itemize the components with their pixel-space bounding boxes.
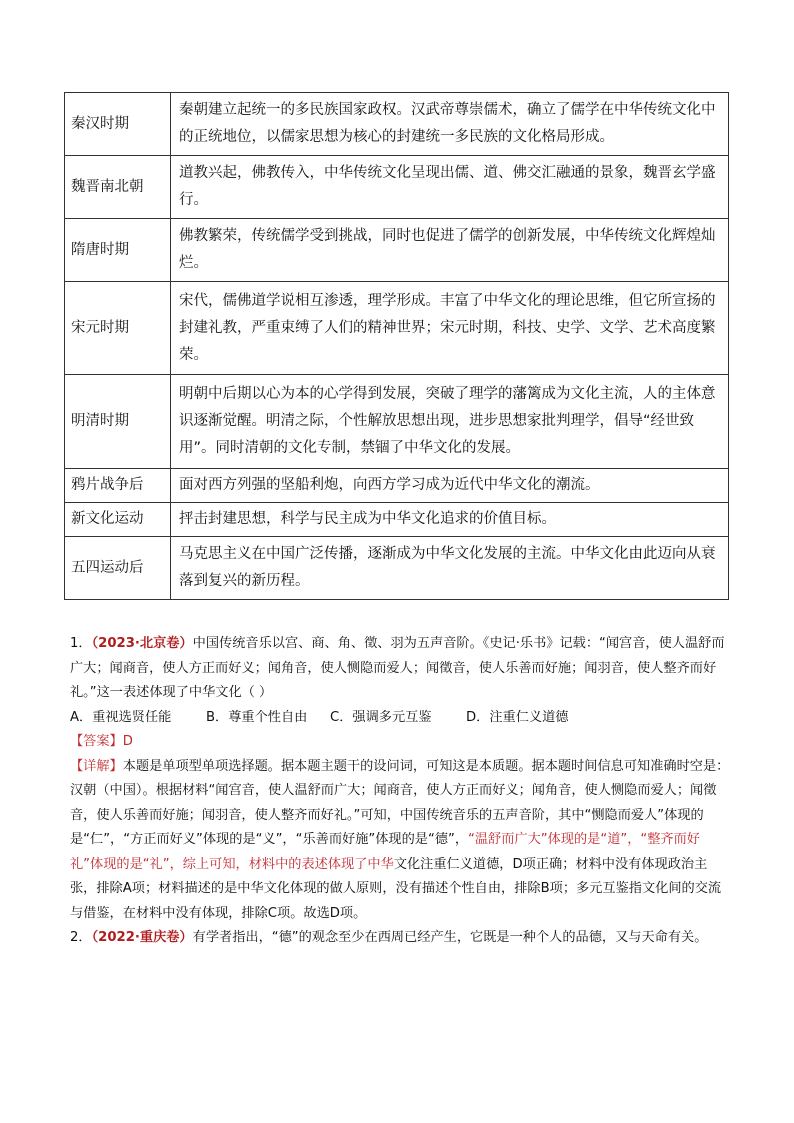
period-cell: 明清时期 <box>65 375 171 469</box>
question-text: 有学者指出，“德”的观念至少在西周已经产生，它既是一种个人的品德，又与天命有关。 <box>192 930 708 945</box>
description-cell: 明朝中后期以心为本的心学得到发展，突破了理学的藩篱成为文化主流，人的主体意识逐渐觉醒。明清之际，个性解放思想出现，进步思想家批判理学，倡导“经世致用”。同时清朝的文化专制，禁锢了中华文化的发展。 <box>171 375 729 469</box>
option-a: A．重视选贤任能 <box>70 709 172 725</box>
description-cell: 面对西方列强的坚船利炮，向西方学习成为近代中华文化的潮流。 <box>171 469 729 503</box>
questions-section <box>70 632 730 951</box>
period-cell: 五四运动后 <box>65 537 171 600</box>
question-1-stem <box>70 632 730 706</box>
table-row <box>65 282 729 375</box>
detail-text-3: 文化注重仁义道德，D项正确；材料中没有体现政治主张，排除A项；材料描述的是中华文化体现的做人原则，没有描述个性自由，排除B项；多元互鉴指文化间的交流与借鉴，在材料中没有体现，排除C项。故选D项。 <box>70 856 722 921</box>
detail-text-2: “温舒而广大”体现的是“道”，“整齐而好礼”体现的是“礼”，综上可知，材料中的表述体现了中华 <box>70 832 700 872</box>
description-cell: 秦朝建立起统一的多民族国家政权。汉武帝尊崇儒术，确立了儒学在中华传统文化中的正统地位，以儒家思想为核心的封建统一多民族的文化格局形成。 <box>171 93 729 156</box>
detail-text-1: 本题是单项型单项选择题。据本题主题干的设问词，可知这是本质题。据本题时间信息可知准确时空是：汉朝（中国）。根据材料“闻宫音，使人温舒而广大；闻商音，使人方正而好义；闻角音，使人恻隐而爱人；闻徵音，使人乐善而好施；闻羽音，使人整齐而好礼。”可知，中国传统音乐的五声音阶，其中“恻隐而爱人”体现的是“仁”，“方正而好义”体现的是“义”，“乐善而好施”体现的是“德”， <box>70 758 730 847</box>
table-row <box>65 503 729 537</box>
table-row <box>65 375 729 469</box>
table-row <box>65 537 729 600</box>
question-number: 1． <box>70 636 92 651</box>
period-cell: 新文化运动 <box>65 503 171 537</box>
description-cell: 马克思主义在中国广泛传播，逐渐成为中华文化发展的主流。中华文化由此迈向从衰落到复兴的新历程。 <box>171 537 729 600</box>
question-number: 2． <box>70 930 92 945</box>
answer-value: D <box>122 734 133 749</box>
detail-label: 【详解】 <box>70 758 123 774</box>
question-text: 中国传统音乐以宫、商、角、徵、羽为五声音阶。《史记·乐书》记载：“闻宫音，使人温舒而广大；闻商音，使人方正而好义；闻角音，使人恻隐而爱人；闻徵音，使人乐善而好施；闻羽音，使人整齐而好礼。”这一表述体现了中华文化（ ） <box>70 636 725 700</box>
culture-periods-table <box>64 92 729 600</box>
table-row <box>65 469 729 503</box>
question-2-stem <box>70 926 730 951</box>
table-row <box>65 219 729 282</box>
description-cell: 佛教繁荣，传统儒学受到挑战，同时也促进了儒学的创新发展，中华传统文化辉煌灿烂。 <box>171 219 729 282</box>
answer-options <box>70 706 730 731</box>
description-cell: 宋代，儒佛道学说相互渗透，理学形成。丰富了中华文化的理论思维，但它所宣扬的封建礼教，严重束缚了人们的精神世界；宋元时期，科技、史学、文学、艺术高度繁荣。 <box>171 282 729 375</box>
question-source: （2023·北京卷） <box>91 636 193 651</box>
period-cell: 魏晋南北朝 <box>65 156 171 219</box>
option-c: C．强调多元互鉴 <box>330 709 432 725</box>
detail-paragraph <box>70 755 730 927</box>
answer-line <box>70 730 730 755</box>
option-d: D．注重仁义道德 <box>466 709 569 725</box>
description-cell: 道教兴起，佛教传入，中华传统文化呈现出儒、道、佛交汇融通的景象，魏晋玄学盛行。 <box>171 156 729 219</box>
period-cell: 鸦片战争后 <box>65 469 171 503</box>
description-cell: 抨击封建思想，科学与民主成为中华文化追求的价值目标。 <box>171 503 729 537</box>
table-row <box>65 93 729 156</box>
period-cell: 宋元时期 <box>65 282 171 375</box>
period-cell: 隋唐时期 <box>65 219 171 282</box>
option-b: B．尊重个性自由 <box>206 709 308 725</box>
question-source: （2022·重庆卷） <box>91 930 193 945</box>
period-cell: 秦汉时期 <box>65 93 171 156</box>
table-row <box>65 156 729 219</box>
answer-label: 【答案】 <box>70 734 123 749</box>
